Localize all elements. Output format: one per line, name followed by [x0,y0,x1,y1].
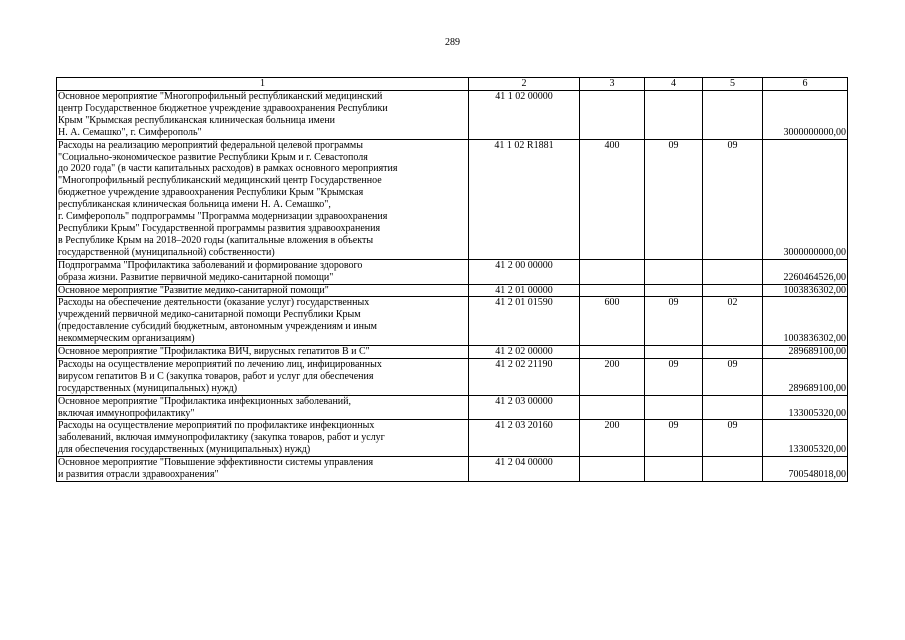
row-name-cell [57,420,469,457]
amount-cell: 1003836302,00 [763,284,848,297]
row-name-line: и развития отрасли здравоохранения" [58,469,219,481]
target-article-code-cell: 41 2 01 01590 [469,297,580,346]
row-name-line: образа жизни. Развитие первичной медико-санитарной помощи" [58,271,334,283]
subsection-code-cell [703,259,763,284]
row-name-line: заболеваний, включая иммунопрофилактику (закупка товаров, работ и услуг [58,432,385,444]
column-header-2: 2 [469,78,580,91]
row-name-line: некоммерческим организациям) [58,333,195,345]
amount-cell: 289689100,00 [763,346,848,359]
expense-type-code-cell: 200 [580,420,645,457]
row-name-cell [57,139,469,259]
section-code-cell [645,91,703,140]
table-row [57,457,848,482]
budget-table [56,77,848,482]
row-name-cell [57,457,469,482]
expense-type-code-cell [580,457,645,482]
row-name-line: (предоставление субсидий бюджетным, автономным учреждениям и иным [58,321,377,333]
subsection-code-cell: 09 [703,139,763,259]
amount-cell: 289689100,00 [763,358,848,395]
row-name-line: бюджетное учреждение здравоохранения Республики Крым "Крымская [58,187,364,199]
row-name-line: Подпрограмма "Профилактика заболеваний и формирование здорового [58,259,363,271]
row-name-cell [57,346,469,359]
target-article-code-cell: 41 2 03 00000 [469,395,580,420]
page-number: 289 [445,37,460,48]
row-name-line: государственных (муниципальных) нужд) [58,382,238,394]
table-row [57,346,848,359]
section-code-cell: 09 [645,420,703,457]
row-name-line: "Многопрофильный республиканский медицинский центр Государственное [58,175,382,187]
section-code-cell: 09 [645,139,703,259]
row-name-line: до 2020 года" (в части капитальных расходов) в рамках основного мероприятия [58,163,398,175]
expense-type-code-cell [580,259,645,284]
row-name-line: Основное мероприятие "Повышение эффективности системы управления [58,457,374,469]
subsection-code-cell: 02 [703,297,763,346]
table-row [57,395,848,420]
expense-type-code-cell: 600 [580,297,645,346]
amount-cell: 2260464526,00 [763,259,848,284]
row-name-line: Основное мероприятие "Развитие медико-санитарной помощи" [58,284,329,296]
section-code-cell [645,346,703,359]
target-article-code-cell: 41 2 02 21190 [469,358,580,395]
amount-cell: 700548018,00 [763,457,848,482]
expense-type-code-cell [580,395,645,420]
row-name-line: включая иммунопрофилактику" [58,407,195,419]
target-article-code-cell: 41 2 01 00000 [469,284,580,297]
amount-cell: 1003836302,00 [763,297,848,346]
row-name-cell [57,284,469,297]
subsection-code-cell: 09 [703,358,763,395]
amount-cell: 3000000000,00 [763,139,848,259]
row-name-cell [57,358,469,395]
subsection-code-cell [703,346,763,359]
section-code-cell [645,457,703,482]
expense-type-code-cell [580,91,645,140]
expense-type-code-cell: 400 [580,139,645,259]
row-name-line: Н. А. Семашко", г. Симферополь" [58,126,202,138]
amount-cell: 133005320,00 [763,420,848,457]
row-name-line: для обеспечения государственных (муниципальных) нужд) [58,444,311,456]
row-name-line: Основное мероприятие "Профилактика инфекционных заболеваний, [58,395,351,407]
subsection-code-cell [703,284,763,297]
table-row [57,358,848,395]
expense-type-code-cell [580,346,645,359]
target-article-code-cell: 41 2 02 00000 [469,346,580,359]
column-header-6: 6 [763,78,848,91]
table-row [57,297,848,346]
column-header-1: 1 [57,78,469,91]
section-code-cell [645,259,703,284]
row-name-line: Расходы на осуществление мероприятий по лечению лиц, инфицированных [58,358,382,370]
target-article-code-cell: 41 1 02 00000 [469,91,580,140]
row-name-line: Основное мероприятие "Профилактика ВИЧ, вирусных гепатитов В и С" [58,346,370,358]
row-name-line: Крым "Крымская республиканская клиническая больница имени [58,114,336,126]
row-name-line: республиканская клиническая больница имени Н. А. Семашко", [58,199,331,211]
target-article-code-cell: 41 2 04 00000 [469,457,580,482]
expense-type-code-cell: 200 [580,358,645,395]
target-article-code-cell: 41 2 03 20160 [469,420,580,457]
row-name-line: Расходы на реализацию мероприятий федеральной целевой программы [58,139,363,151]
subsection-code-cell [703,91,763,140]
amount-cell: 3000000000,00 [763,91,848,140]
row-name-line: Расходы на обеспечение деятельности (оказание услуг) государственных [58,297,370,309]
section-code-cell: 09 [645,297,703,346]
target-article-code-cell: 41 1 02 R1881 [469,139,580,259]
header-row [57,78,848,91]
section-code-cell [645,395,703,420]
column-header-4: 4 [645,78,703,91]
row-name-line: Основное мероприятие "Многопрофильный республиканский медицинский [58,91,383,102]
row-name-cell [57,91,469,140]
row-name-line: Республики Крым" Государственной программы развития здравоохранения [58,222,381,234]
row-name-line: в Республике Крым на 2018–2020 годы (капитальные вложения в объекты [58,234,374,246]
row-name-line: учреждений первичной медико-санитарной помощи Республики Крым [58,309,361,321]
subsection-code-cell [703,457,763,482]
row-name-line: г. Симферополь" подпрограммы "Программа модернизации здравоохранения [58,211,388,223]
row-name-cell [57,259,469,284]
row-name-line: вирусом гепатитов В и С (закупка товаров, работ и услуг для обеспечения [58,370,374,382]
table-row [57,91,848,140]
section-code-cell [645,284,703,297]
subsection-code-cell: 09 [703,420,763,457]
section-code-cell: 09 [645,358,703,395]
row-name-line: "Социально-экономическое развитие Республики Крым и г. Севастополя [58,151,368,163]
expense-type-code-cell [580,284,645,297]
row-name-cell [57,395,469,420]
amount-cell: 133005320,00 [763,395,848,420]
table-row [57,139,848,259]
row-name-cell [57,297,469,346]
row-name-line: центр Государственное бюджетное учреждение здравоохранения Республики [58,102,388,114]
column-header-3: 3 [580,78,645,91]
table-row [57,259,848,284]
table-row [57,284,848,297]
table-row [57,420,848,457]
row-name-line: государственной (муниципальной) собственности) [58,246,275,258]
column-header-5: 5 [703,78,763,91]
subsection-code-cell [703,395,763,420]
row-name-line: Расходы на осуществление мероприятий по профилактике инфекционных [58,420,375,432]
target-article-code-cell: 41 2 00 00000 [469,259,580,284]
